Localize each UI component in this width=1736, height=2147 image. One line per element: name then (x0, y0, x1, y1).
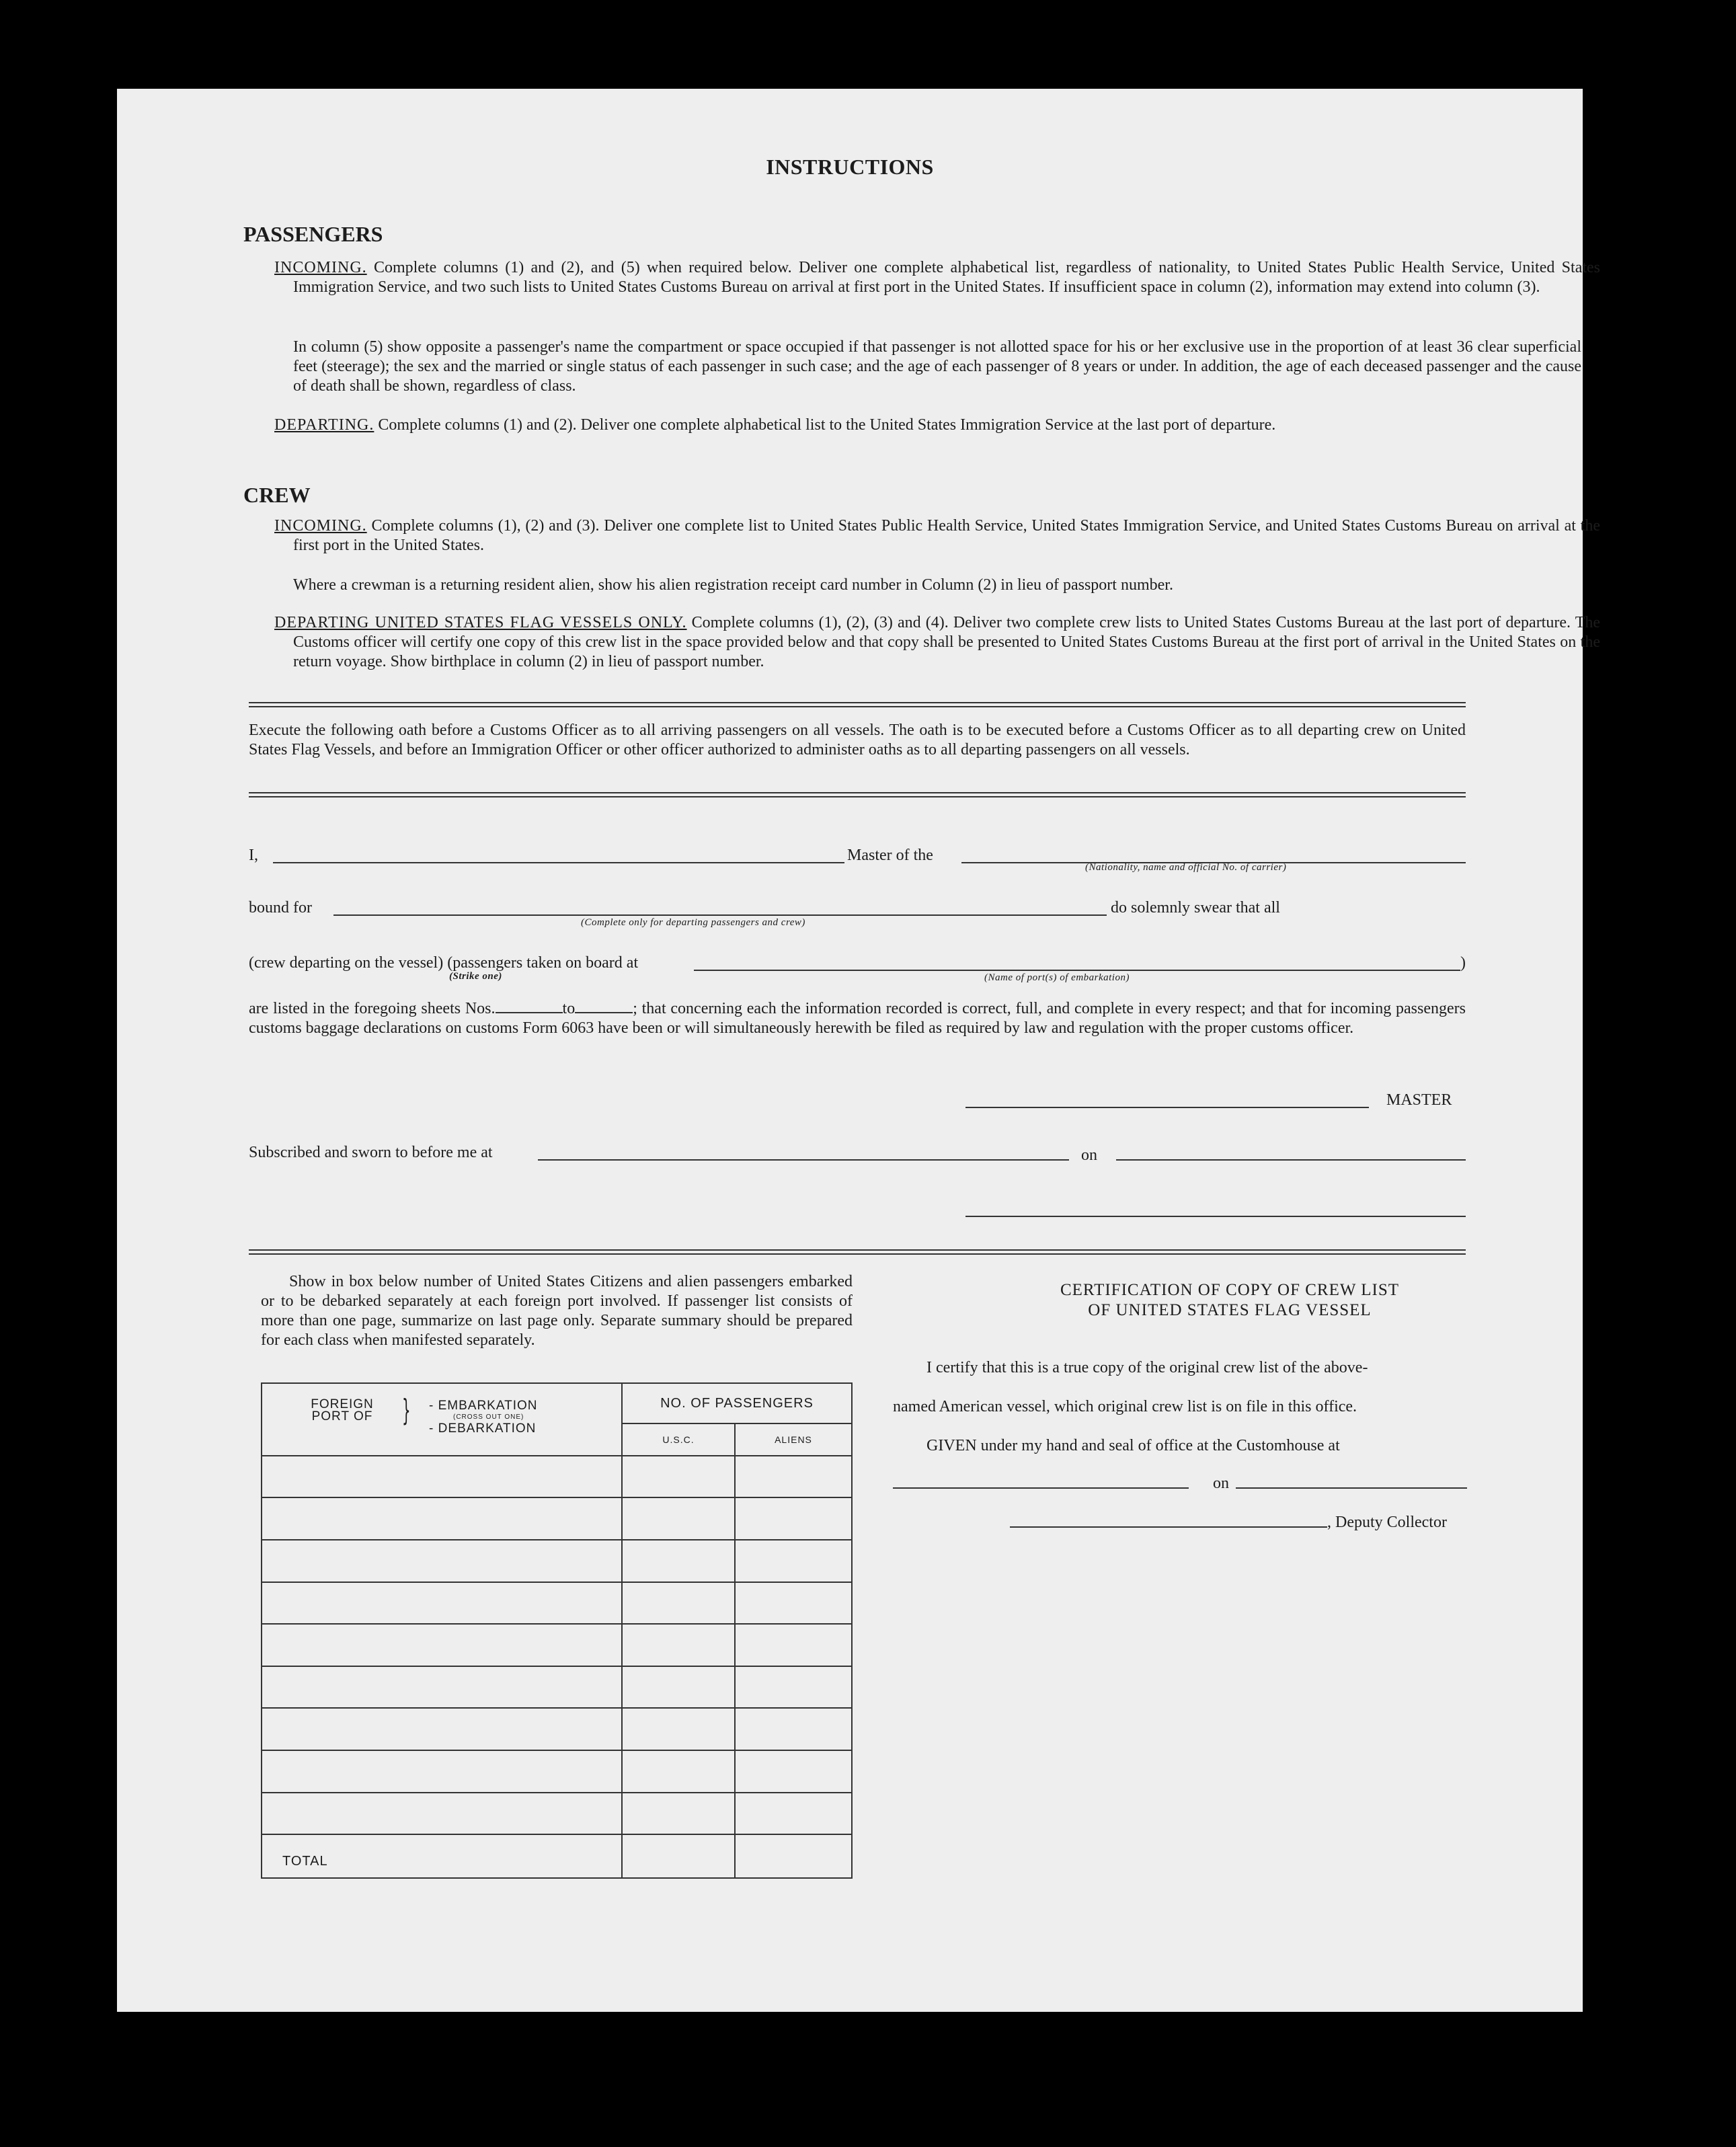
port-cell[interactable] (262, 1540, 622, 1582)
sheet-to-line[interactable] (575, 1000, 633, 1013)
embarkation-label: - EMBARKATION (429, 1399, 538, 1413)
usc-cell[interactable] (622, 1540, 735, 1582)
master-signature-line[interactable] (965, 1107, 1369, 1108)
certification-on-label: on (1213, 1475, 1229, 1492)
divider-rule (249, 702, 1466, 707)
certification-title-line1: CERTIFICATION OF COPY OF CREW LIST (1060, 1281, 1400, 1299)
passengers-column5-paragraph: In column (5) show opposite a passenger's name the compartment or space occupied if that passenger is not allotted space for his or her exclusive use in the proportion of at least 36 clear superficial feet (steerage); the sex and the married or single status of each passenger in such case; and the age of each passenger of 8 years or under. In addition, the age of each deceased passenger and the cause of death shall be shown, regardless of class. (293, 338, 1581, 395)
table-row (262, 1456, 852, 1498)
certification-title (877, 1280, 1583, 1321)
total-row (262, 1834, 852, 1878)
aliens-cell[interactable] (735, 1666, 852, 1709)
port-cell[interactable] (262, 1666, 622, 1709)
table-row (262, 1793, 852, 1835)
aliens-label: ALIENS (735, 1423, 852, 1455)
aliens-cell[interactable] (735, 1750, 852, 1793)
crew-flag-paragraph (274, 613, 1600, 672)
passengers-incoming-paragraph (274, 258, 1600, 297)
table-row (262, 1582, 852, 1625)
sworn-date-line[interactable] (1116, 1159, 1466, 1161)
passengers-departing-text: Complete columns (1) and (2). Deliver one complete alphabetical list to the United States Immigration Service at the last port of departure. (378, 416, 1276, 434)
bound-for-label: bound for (249, 899, 312, 916)
sworn-on-label: on (1081, 1146, 1097, 1164)
table-row (262, 1497, 852, 1540)
usc-total-cell[interactable] (622, 1834, 735, 1878)
divider-rule (249, 1249, 1466, 1255)
to-label: to (562, 1000, 576, 1017)
listed-prefix: are listed in the foregoing sheets Nos. (249, 1000, 496, 1017)
officer-signature-line[interactable] (965, 1216, 1466, 1217)
certify-line2: named American vessel, which original crew list is on file in this office. (893, 1398, 1357, 1415)
sheet-from-line[interactable] (496, 1000, 563, 1013)
usc-cell[interactable] (622, 1497, 735, 1540)
usc-cell[interactable] (622, 1666, 735, 1709)
certify-line1: I certify that this is a true copy of the original crew list of the above- (926, 1359, 1368, 1376)
passengers-incoming-text: Complete columns (1) and (2), and (5) when required below. Deliver one complete alphabetical list, regardless of nationality, to United States Public Health Service, United States Immigration Service, and two such lists to United States Customs Bureau on arrival at first port in the United States. If insufficient space in column (2), information may extend into column (3). (293, 259, 1600, 296)
aliens-cell[interactable] (735, 1456, 852, 1498)
master-name-line[interactable] (273, 862, 844, 863)
table-row (262, 1708, 852, 1750)
table-row (262, 1666, 852, 1709)
listed-text: ; that concerning each the information recorded is correct, full, and complete in every respect; and that for incoming passengers customs baggage declarations on customs Form 6063 have been or will simultaneously herewith be filed as required by law and regulation with the proper customs officer. (249, 1000, 1466, 1037)
aliens-cell[interactable] (735, 1540, 852, 1582)
customhouse-line[interactable] (893, 1487, 1189, 1489)
aliens-cell[interactable] (735, 1497, 852, 1540)
usc-label: U.S.C. (622, 1423, 735, 1455)
foreign-port-label: FOREIGN PORT OF (311, 1397, 374, 1423)
usc-cell[interactable] (622, 1708, 735, 1750)
crew-departing-label: (crew departing on the vessel) (passengers taken on board at (249, 954, 639, 972)
usc-cell[interactable] (622, 1750, 735, 1793)
passengers-heading: PASSENGERS (243, 222, 383, 246)
crew-incoming-text: Complete columns (1), (2) and (3). Deliver one complete list to United States Public Health Service, United States Immigration Service, and United States Customs Bureau on arrival at the first port in the United States. (293, 517, 1601, 554)
crew-incoming-label: INCOMING. (274, 517, 367, 535)
aliens-cell[interactable] (735, 1624, 852, 1666)
swear-label: do solemnly swear that all (1111, 899, 1280, 916)
total-cell (262, 1834, 622, 1878)
ports-caption: (Name of port(s) of embarkation) (984, 972, 1130, 983)
form-page (117, 89, 1601, 2012)
certification-title-line2: OF UNITED STATES FLAG VESSEL (1088, 1301, 1372, 1319)
port-cell[interactable] (262, 1497, 622, 1540)
crew-flag-text: Complete columns (1), (2), (3) and (4). Deliver two complete crew lists to United States Customs Bureau at the last port of departure. The Customs officer will certify one copy of this crew list in the space provided below and that copy shall be presented to United States Customs Bureau at the first port of arrival in the United States on the return voyage. Show birthplace in column (2) in lieu of passport number. (293, 614, 1601, 670)
divider-rule (249, 792, 1466, 797)
certification-date-line[interactable] (1236, 1487, 1467, 1489)
brace-icon: } (402, 1393, 411, 1428)
table-row (262, 1540, 852, 1582)
usc-cell[interactable] (622, 1624, 735, 1666)
table-row (262, 1750, 852, 1793)
master-of-label: Master of the (847, 847, 933, 864)
port-cell[interactable] (262, 1456, 622, 1498)
port-cell[interactable] (262, 1582, 622, 1625)
nationality-caption: (Nationality, name and official No. of carrier) (1085, 862, 1287, 873)
master-label: MASTER (1386, 1091, 1452, 1109)
strike-caption: (Strike one) (449, 971, 502, 982)
aliens-total-cell[interactable] (735, 1834, 852, 1878)
subscribed-label: Subscribed and sworn to before me at (249, 1144, 493, 1161)
total-label: TOTAL (282, 1854, 328, 1869)
usc-cell[interactable] (622, 1582, 735, 1625)
port-cell[interactable] (262, 1750, 622, 1793)
bound-for-line[interactable] (333, 914, 1107, 916)
crew-resident-paragraph: Where a crewman is a returning resident alien, show his alien registration receipt card number in Column (2) in lieu of passport number. (293, 576, 1173, 594)
oath-i-label: I, (249, 847, 258, 864)
port-cell[interactable] (262, 1624, 622, 1666)
aliens-cell[interactable] (735, 1793, 852, 1835)
aliens-cell[interactable] (735, 1708, 852, 1750)
aliens-cell[interactable] (735, 1582, 852, 1625)
usc-cell[interactable] (622, 1456, 735, 1498)
instructions-title: INSTRUCTIONS (766, 155, 934, 179)
table-row (262, 1624, 852, 1666)
usc-cell[interactable] (622, 1793, 735, 1835)
port-cell[interactable] (262, 1793, 622, 1835)
debarkation-label: - DEBARKATION (429, 1421, 537, 1436)
oath-intro-paragraph: Execute the following oath before a Customs Officer as to all arriving passengers on all vessels. The oath is to be executed before a Customs Officer as to all departing crew on United States Flag Vessels, and before an Immigration Officer or other officer authorized to administer oaths as to all departing passengers on all vessels. (249, 721, 1466, 758)
close-paren: ) (1460, 954, 1466, 972)
passengers-incoming-label: INCOMING. (274, 259, 367, 276)
deputy-signature-line[interactable] (1010, 1526, 1327, 1528)
given-text: GIVEN under my hand and seal of office at the Customhouse at (926, 1437, 1340, 1454)
summary-intro-paragraph: Show in box below number of United States Citizens and alien passengers embarked or to be debarked separately at each foreign port involved. If passenger list consists of more than one page, summarize on last page only. Separate summary should be prepared for each class when manifested separately. (261, 1273, 853, 1349)
embarkation-ports-line[interactable] (694, 970, 1460, 971)
sworn-place-line[interactable] (538, 1159, 1069, 1161)
crew-incoming-paragraph (274, 516, 1600, 555)
passengers-departing-label: DEPARTING. (274, 416, 374, 434)
cross-out-label: (CROSS OUT ONE) (453, 1413, 524, 1421)
crew-flag-label: DEPARTING UNITED STATES FLAG VESSELS ONLY. (274, 614, 687, 631)
port-header-cell (262, 1383, 622, 1456)
crew-heading: CREW (243, 483, 311, 507)
passenger-summary-table (261, 1382, 853, 1879)
listed-paragraph (249, 999, 1466, 1038)
complete-caption: (Complete only for departing passengers and crew) (581, 917, 805, 928)
no-passengers-label: NO. OF PASSENGERS (622, 1383, 852, 1423)
deputy-collector-label: , Deputy Collector (1327, 1514, 1447, 1531)
port-cell[interactable] (262, 1708, 622, 1750)
passengers-departing-paragraph (274, 416, 1600, 435)
